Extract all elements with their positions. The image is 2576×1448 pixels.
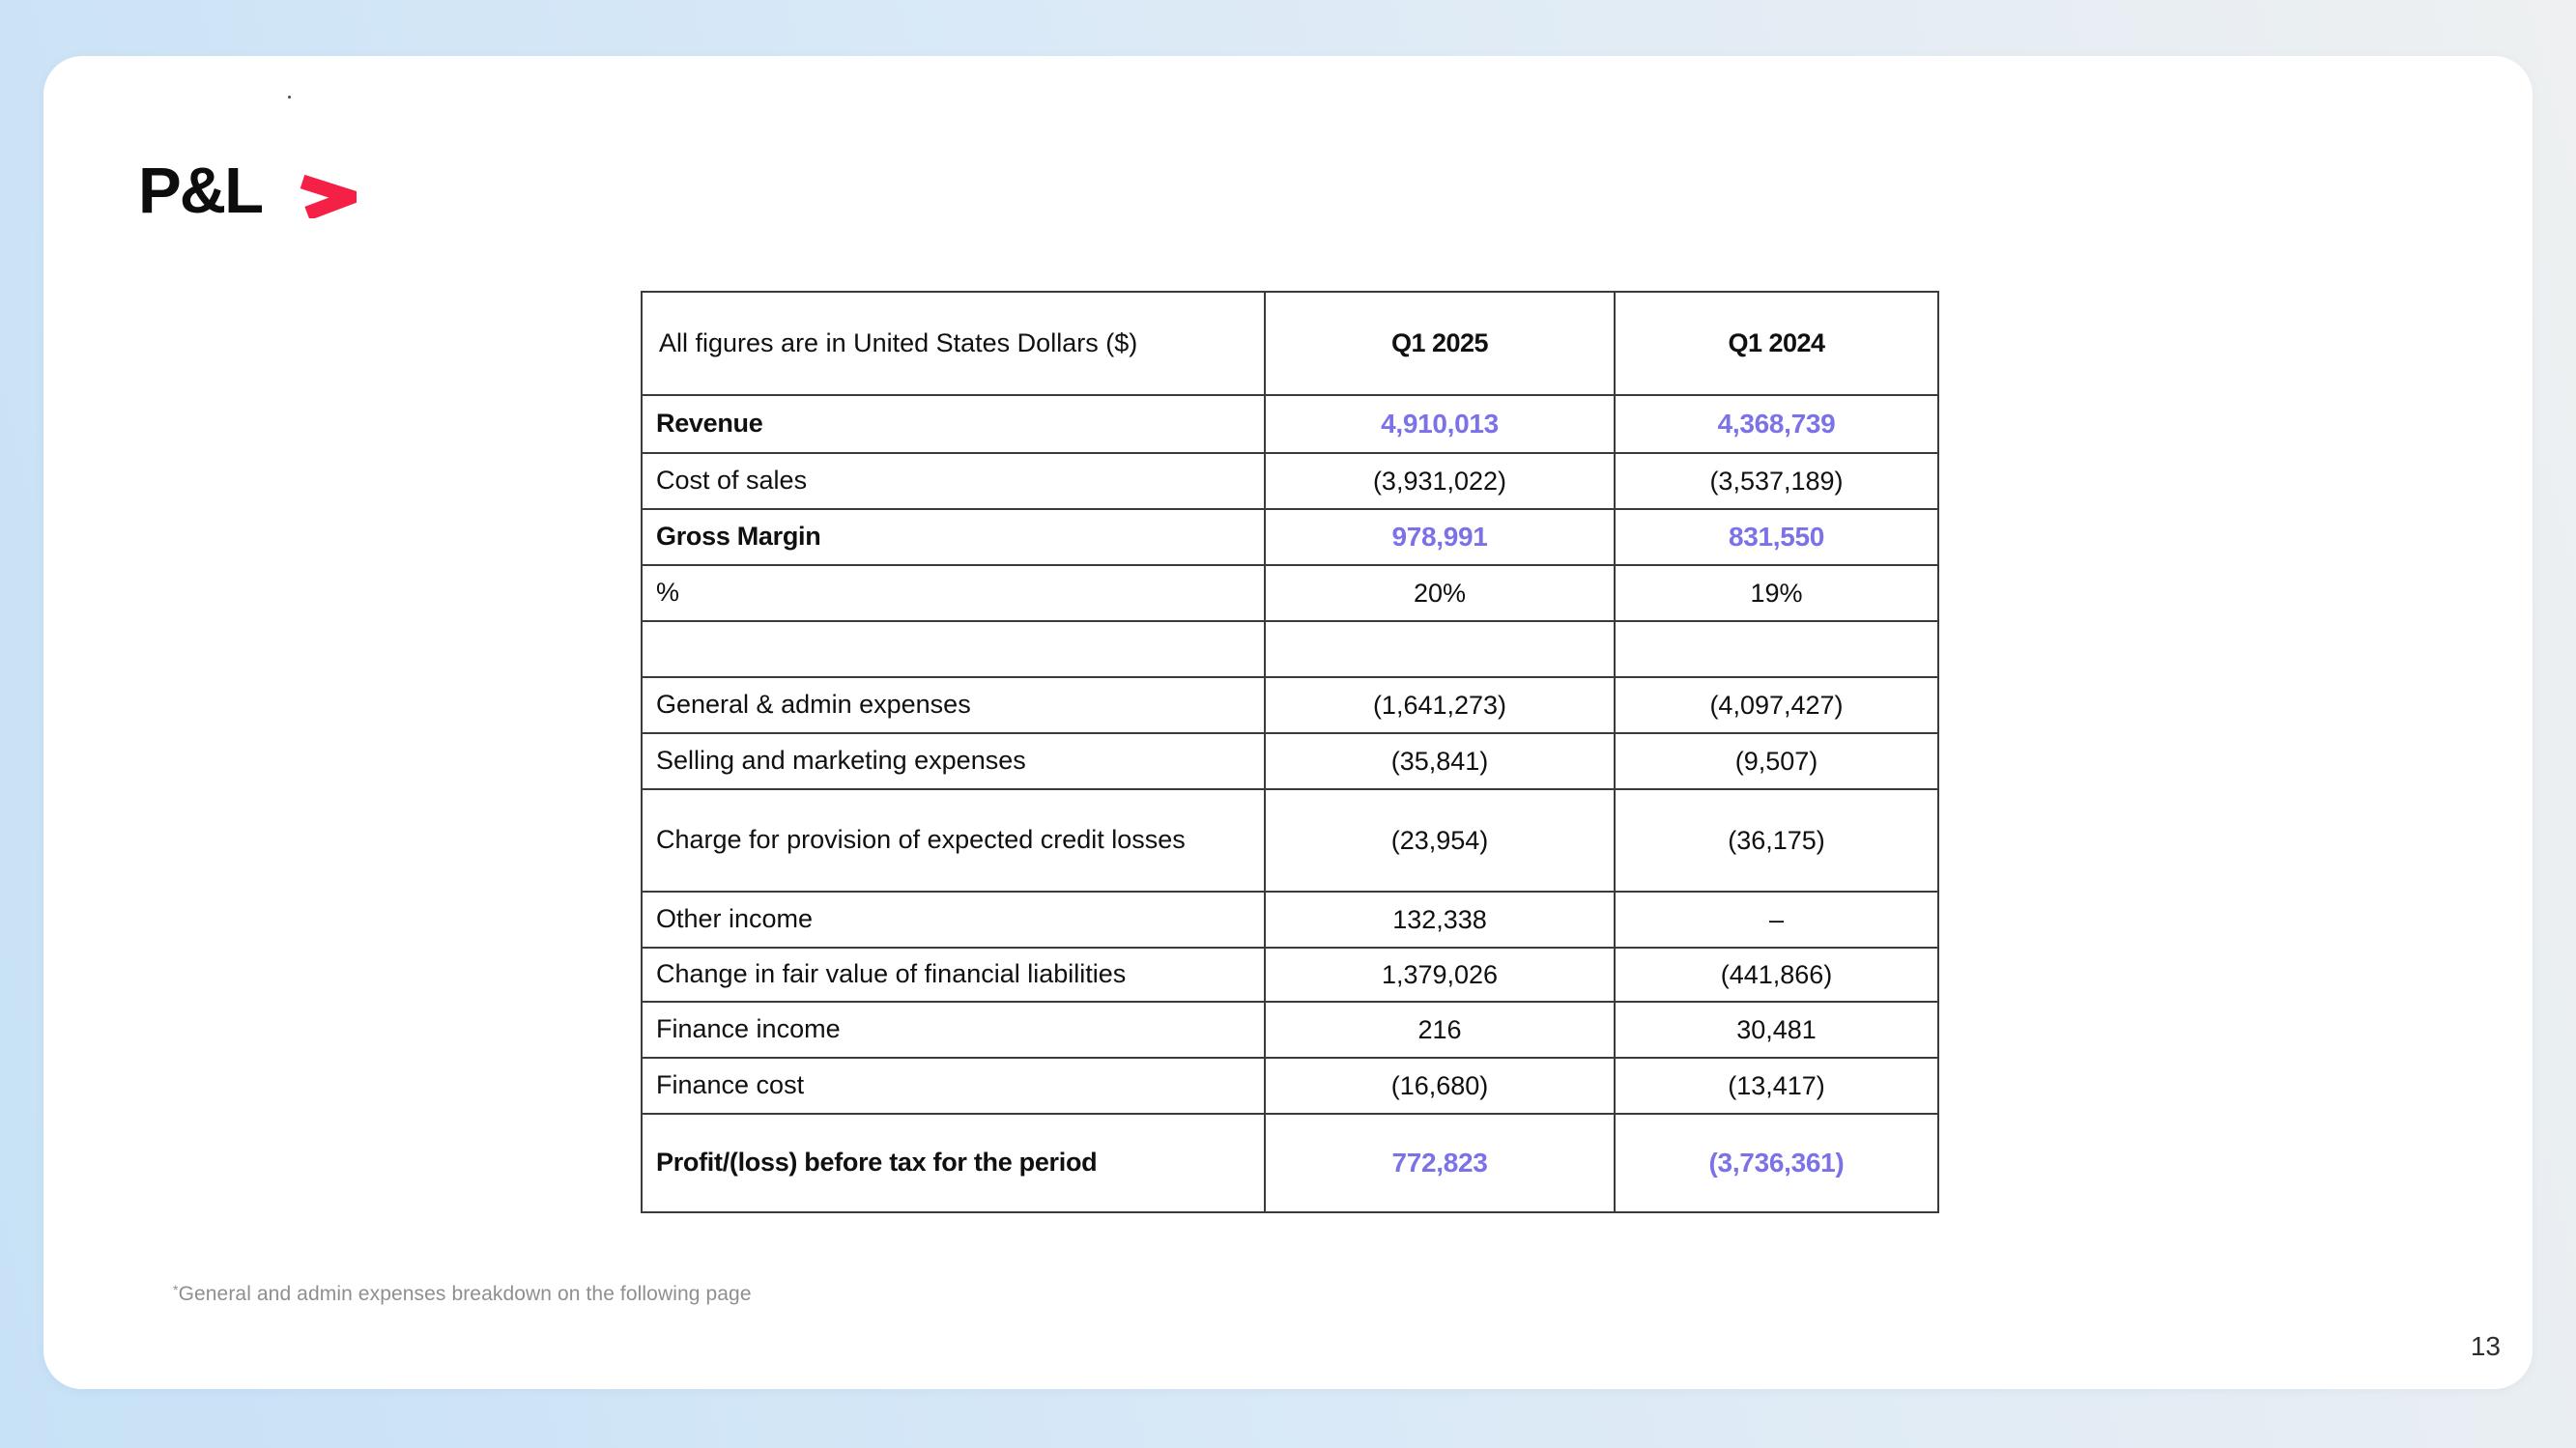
row-label: Other income bbox=[656, 904, 814, 934]
table-row-gross-margin-percent bbox=[642, 565, 1938, 621]
cell-q1-2024: (441,866) bbox=[1615, 948, 1938, 1002]
cell-q1-2024: – bbox=[1615, 892, 1938, 948]
table-row-spacer bbox=[642, 621, 1938, 677]
cell-q1-2024: 831,550 bbox=[1615, 509, 1938, 565]
cell-q1-2024: 30,481 bbox=[1615, 1002, 1938, 1058]
cell-q1-2025: (3,931,022) bbox=[1265, 453, 1615, 509]
cell-q1-2024: (36,175) bbox=[1615, 789, 1938, 892]
row-label: Change in fair value of financial liabilities bbox=[656, 959, 1127, 989]
footnote-text: General and admin expenses breakdown on the following page bbox=[178, 1283, 752, 1305]
row-label: Selling and marketing expenses bbox=[656, 746, 1026, 776]
row-label: Finance cost bbox=[656, 1070, 805, 1100]
cell-q1-2025: (23,954) bbox=[1265, 789, 1615, 892]
cell-q1-2024: (3,537,189) bbox=[1615, 453, 1938, 509]
cell-q1-2024 bbox=[1615, 621, 1938, 677]
accenture-greater-than-icon bbox=[299, 173, 357, 218]
table-header-q1-2024: Q1 2024 bbox=[1615, 292, 1938, 395]
table-row-selling-marketing-expenses bbox=[642, 733, 1938, 789]
cell-q1-2024: 4,368,739 bbox=[1615, 395, 1938, 453]
table-row-cost-of-sales bbox=[642, 453, 1938, 509]
row-label: % bbox=[656, 578, 680, 608]
row-label: Finance income bbox=[656, 1014, 841, 1044]
row-label: Cost of sales bbox=[656, 466, 808, 496]
cell-q1-2025: 216 bbox=[1265, 1002, 1615, 1058]
page-number: 13 bbox=[2470, 1331, 2501, 1361]
footnote-marker: * bbox=[173, 1282, 179, 1297]
cell-q1-2025 bbox=[1265, 621, 1615, 677]
title-row bbox=[138, 155, 357, 227]
cell-q1-2024: (9,507) bbox=[1615, 733, 1938, 789]
table-row-finance-cost bbox=[642, 1058, 1938, 1114]
row-label: Gross Margin bbox=[656, 522, 821, 552]
row-label: Charge for provision of expected credit losses bbox=[656, 825, 1186, 855]
slide-card bbox=[43, 56, 2533, 1389]
table-row-general-admin-expenses bbox=[642, 677, 1938, 733]
cell-q1-2025: 978,991 bbox=[1265, 509, 1615, 565]
row-label: General & admin expenses bbox=[656, 690, 971, 720]
row-label: Profit/(loss) before tax for the period bbox=[656, 1148, 1098, 1178]
table-header-q1-2025: Q1 2025 bbox=[1265, 292, 1615, 395]
cell-q1-2024: (13,417) bbox=[1615, 1058, 1938, 1114]
cell-q1-2025: (35,841) bbox=[1265, 733, 1615, 789]
page-title: P&L bbox=[138, 155, 262, 227]
cell-q1-2025: 4,910,013 bbox=[1265, 395, 1615, 453]
pl-table bbox=[641, 291, 1939, 1213]
footnote bbox=[173, 1283, 752, 1306]
table-row-finance-income bbox=[642, 1002, 1938, 1058]
cell-q1-2024: 19% bbox=[1615, 565, 1938, 621]
stray-dot bbox=[288, 96, 291, 99]
table-row-gross-margin bbox=[642, 509, 1938, 565]
table-row-other-income bbox=[642, 892, 1938, 948]
cell-q1-2025: (16,680) bbox=[1265, 1058, 1615, 1114]
cell-q1-2025: 132,338 bbox=[1265, 892, 1615, 948]
table-row-revenue bbox=[642, 395, 1938, 453]
table-row-change-fair-value bbox=[642, 948, 1938, 1002]
table-row-profit-before-tax bbox=[642, 1114, 1938, 1212]
cell-q1-2025: 1,379,026 bbox=[1265, 948, 1615, 1002]
cell-q1-2024: (3,736,361) bbox=[1615, 1114, 1938, 1212]
table-header-row bbox=[642, 292, 1938, 395]
row-label: Revenue bbox=[656, 409, 763, 439]
cell-q1-2025: 772,823 bbox=[1265, 1114, 1615, 1212]
table-header-units: All figures are in United States Dollars ($) bbox=[642, 292, 1265, 395]
cell-q1-2024: (4,097,427) bbox=[1615, 677, 1938, 733]
cell-q1-2025: 20% bbox=[1265, 565, 1615, 621]
cell-q1-2025: (1,641,273) bbox=[1265, 677, 1615, 733]
table-row-credit-loss-provision bbox=[642, 789, 1938, 892]
